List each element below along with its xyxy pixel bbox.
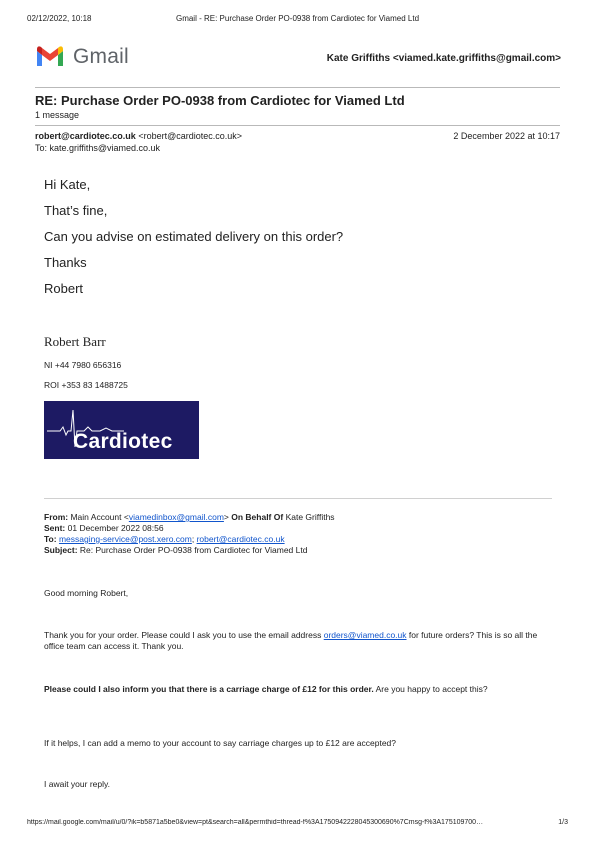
fwd-p1-text-end: for future orders? This is so all the office team can access it. Thank you. bbox=[44, 630, 538, 651]
gmail-logo-icon[interactable] bbox=[35, 44, 65, 68]
message-date: 2 December 2022 at 10:17 bbox=[453, 131, 560, 141]
print-title: Gmail - RE: Purchase Order PO-0938 from Cardiotec for Viamed Ltd bbox=[175, 14, 420, 23]
orders-email-link[interactable]: orders@viamed.co.uk bbox=[323, 630, 407, 640]
fwd-greeting: Good morning Robert, bbox=[44, 588, 129, 598]
quote-divider bbox=[44, 498, 552, 499]
fwd-to-link-2[interactable]: robert@cardiotec.co.uk bbox=[196, 534, 285, 544]
fwd-paragraph-2 bbox=[44, 684, 554, 695]
logo-text: Cardiotec bbox=[73, 430, 173, 453]
fwd-paragraph-3: If it helps, I can add a memo to your account to say carriage charges up to £12 are accepted? bbox=[44, 738, 397, 748]
cardiotec-logo bbox=[44, 401, 199, 459]
fwd-paragraph-4: I await your reply. bbox=[44, 779, 110, 789]
fwd-from-label: From: bbox=[44, 512, 69, 522]
thread-subject: RE: Purchase Order PO-0938 from Cardiotec for Viamed Ltd bbox=[35, 93, 405, 108]
print-datetime: 02/12/2022, 10:18 bbox=[27, 14, 92, 23]
sender-email: robert@cardiotec.co.uk bbox=[35, 131, 136, 141]
header-divider bbox=[35, 87, 560, 88]
thread-divider bbox=[35, 125, 560, 126]
body-line: Robert bbox=[44, 281, 84, 296]
sender-address: <robert@cardiotec.co.uk> bbox=[138, 131, 243, 141]
signature-name: Robert Barr bbox=[44, 334, 106, 349]
fwd-subject bbox=[44, 545, 307, 555]
print-footer-url: https://mail.google.com/mail/u/0/?ik=b5871a5be0&view=pt&search=all&permthid=thread-f%3A1750942228045300690%7Cmsg-f%3A175109700… bbox=[27, 819, 484, 826]
body-line: That’s fine, bbox=[44, 203, 108, 218]
fwd-sent-value: 01 December 2022 08:56 bbox=[67, 523, 164, 533]
sender[interactable] bbox=[35, 131, 242, 141]
gmail-wordmark: Gmail bbox=[73, 45, 129, 68]
fwd-p1-text: Thank you for your order. Please could I ask you to use the email address bbox=[44, 630, 324, 640]
fwd-p2-bold: Please could I also inform you that there is a carriage charge of £12 for this order. bbox=[44, 684, 374, 694]
fwd-p2-rest: Are you happy to accept this? bbox=[373, 684, 488, 694]
fwd-to-link-1[interactable]: messaging-service@post.xero.com bbox=[58, 534, 192, 544]
fwd-sent bbox=[44, 523, 164, 533]
fwd-to-label: To: bbox=[44, 534, 57, 544]
fwd-sent-label: Sent: bbox=[44, 523, 66, 533]
fwd-paragraph-1 bbox=[44, 630, 554, 652]
signature-phone-roi: ROI +353 83 1488725 bbox=[44, 380, 128, 390]
fwd-behalf-name: Kate Griffiths bbox=[285, 512, 335, 522]
fwd-behalf-label: On Behalf Of bbox=[231, 512, 284, 522]
print-page-number: 1/3 bbox=[558, 819, 568, 826]
fwd-to: To: messaging-service@post.xero.com; robert@cardiotec.co.uk bbox=[44, 534, 285, 544]
fwd-from: From: Main Account <viamedinbox@gmail.com> On Behalf Of Kate Griffiths bbox=[44, 512, 335, 522]
body-line: Can you advise on estimated delivery on this order? bbox=[44, 229, 344, 244]
signature-phone-ni: NI +44 7980 656316 bbox=[44, 360, 122, 370]
fwd-subject-label: Subject: bbox=[44, 545, 78, 555]
account-identity: Kate Griffiths <viamed.kate.griffiths@gmail.com> bbox=[326, 53, 561, 64]
fwd-subject-value: Re: Purchase Order PO-0938 from Cardiotec for Viamed Ltd bbox=[79, 545, 308, 555]
body-line: Hi Kate, bbox=[44, 177, 91, 192]
body-line: Thanks bbox=[44, 255, 87, 270]
message-recipient: To: kate.griffiths@viamed.co.uk bbox=[35, 143, 161, 153]
fwd-from-email-link[interactable]: viamedinbox@gmail.com bbox=[128, 512, 224, 522]
fwd-from-name: Main Account bbox=[70, 512, 122, 522]
message-count: 1 message bbox=[35, 110, 80, 120]
